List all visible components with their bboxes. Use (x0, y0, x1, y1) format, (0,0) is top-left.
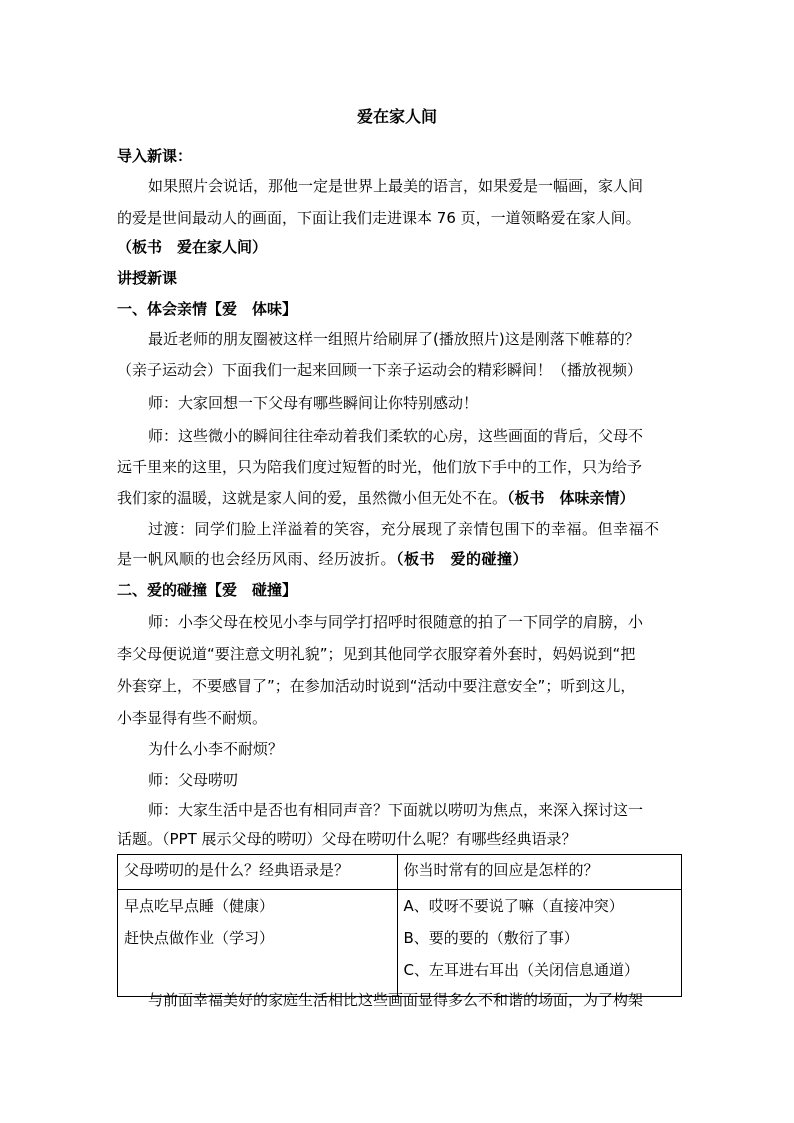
section1-p3-line-1: 师：这些微小的瞬间往往牵动着我们柔软的心房，这些画面的背后，父母不 (148, 427, 644, 445)
section1-p2: 师：大家回想一下父母有哪些瞬间让你特别感动！ (148, 394, 479, 412)
intro-board-note: （板书 爱在家人间） (117, 238, 268, 256)
table-cell-responses (397, 890, 682, 997)
section1-p3-line-2: 远千里来的这里，只为陪我们度过短暂的时光，他们放下手中的工作，只为给予 (117, 458, 643, 476)
section2-answer: 师：父母唠叨 (148, 771, 239, 789)
section1-p3-line-3 (117, 488, 635, 508)
lecture-heading: 讲授新课 (117, 269, 178, 287)
section1-p1-line-1: 最近老师的朋友圈被这样一组照片给刷屏了(播放照片)这是刚落下帷幕的？ (148, 330, 640, 348)
section2-p4-line-2: 话题。（PPT 展示父母的唠叨）父母在唠叨什么呢？有哪些经典语录？ (117, 830, 577, 848)
section1-board-note: （板书 体味亲情） (507, 489, 635, 507)
page-title: 爱在家人间 (356, 107, 437, 126)
intro-paragraph-line-1: 如果照片会说话，那他一定是世界上最美的语言，如果爱是一幅画，家人间 (148, 177, 644, 195)
response-item: A、哎呀不要说了嘛（直接冲突） (403, 897, 624, 915)
response-item: C、左耳进右耳出（关闭信息通道） (403, 961, 639, 979)
closing-paragraph-line-1: 与前面幸福美好的家庭生活相比这些画面显得多么不和谐的场面，为了构架 (148, 991, 644, 1009)
quote-item: 赶快点做作业（学习） (124, 929, 275, 947)
section2-p1-line-4: 小李显得有些不耐烦。 (117, 709, 268, 727)
table-header-cell: 你当时常有的回应是怎样的？ (397, 855, 682, 890)
quote-item: 早点吃早点睡（健康） (124, 897, 275, 915)
table-header-cell: 父母唠叨的是什么？经典语录是？ (118, 855, 398, 890)
section2-p4-line-1: 师：大家生活中是否也有相同声音？下面就以唠叨为焦点，来深入探讨这一 (148, 801, 644, 819)
intro-heading: 导入新课： (117, 147, 193, 165)
section1-transition-board: （板书 爱的碰撞） (396, 550, 529, 568)
section2-p1-line-2: 李父母便说道“要注意文明礼貌”；见到其他同学衣服穿着外套时，妈妈说到“把 (117, 645, 636, 663)
section1-transition-text: 是一帆风顺的也会经历风雨、经历波折。 (117, 550, 397, 568)
table-header-row (118, 855, 682, 890)
section2-p1-line-3: 外套穿上，不要感冒了”；在参加活动时说到“活动中要注意安全”；听到这儿， (117, 677, 636, 695)
table-row (118, 890, 682, 997)
section2-p1-line-1: 师：小李父母在校见小李与同学打招呼时很随意的拍了一下同学的肩膀，小 (148, 613, 644, 631)
section1-heading: 一、体会亲情【爱 体味】 (117, 300, 298, 318)
section1-transition-line-1: 过渡：同学们脸上洋溢着的笑容，充分展现了亲情包围下的幸福。但幸福不 (148, 520, 660, 538)
section1-p1-line-2: （亲子运动会）下面我们一起来回顾一下亲子运动会的精彩瞬间！（播放视频） (117, 361, 643, 379)
section2-heading: 二、爱的碰撞【爱 碰撞】 (117, 581, 298, 599)
section1-p3-line-3-text: 我们家的温暖，这就是家人间的爱，虽然微小但无处不在。 (117, 489, 508, 507)
table-cell-quotes (118, 890, 398, 997)
section1-transition-line-2 (117, 549, 528, 569)
response-item: B、要的要的（敷衍了事） (403, 929, 579, 947)
nagging-table (117, 854, 682, 997)
intro-paragraph-line-2: 的爱是世间最动人的画面，下面让我们走进课本 76 页，一道领略爱在家人间。 (117, 209, 641, 227)
section2-question: 为什么小李不耐烦？ (148, 740, 284, 758)
